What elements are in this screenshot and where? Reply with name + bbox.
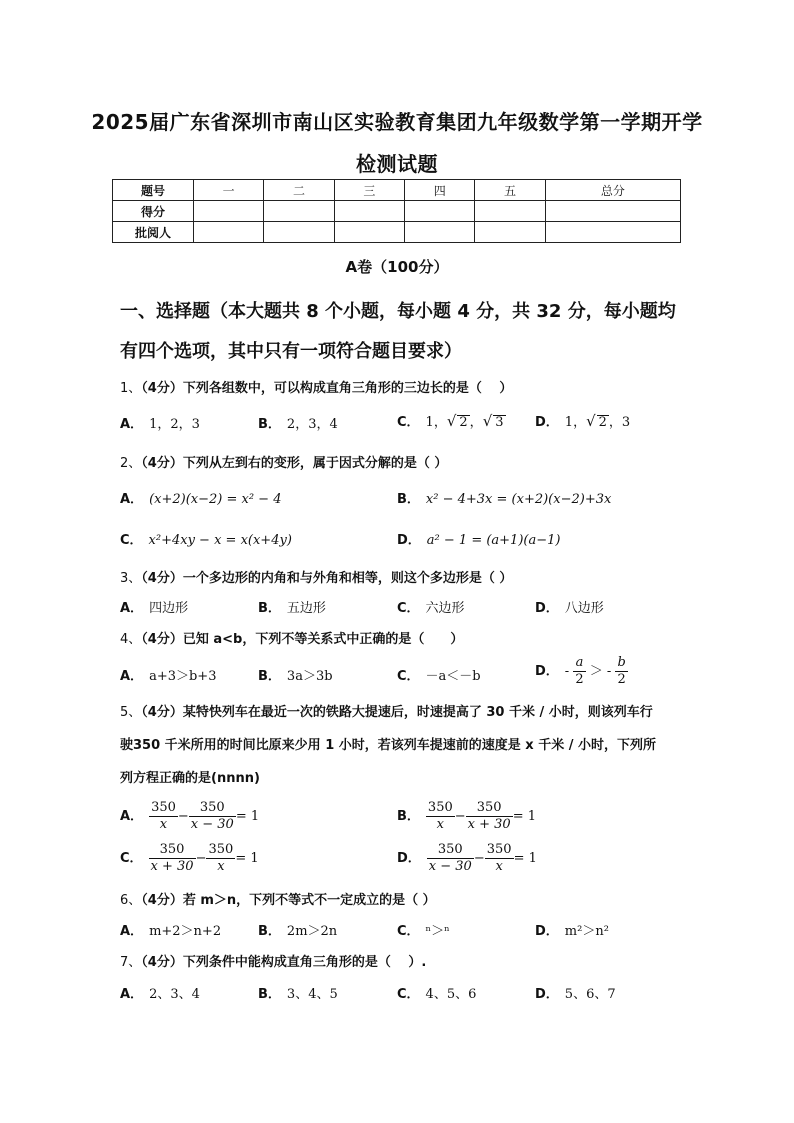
option-label: C．: [397, 669, 420, 684]
q6-option-b[interactable]: [258, 920, 337, 939]
score-table-header-cell: 二: [264, 180, 334, 201]
q1-option-d[interactable]: [535, 411, 630, 430]
option-text: 2、3、4: [149, 987, 200, 1002]
option-text: 5、6、7: [564, 987, 616, 1002]
option-label: A．: [120, 417, 144, 432]
option-text: 1，: [564, 415, 587, 430]
question-number: 3、: [120, 571, 142, 586]
fraction: [189, 800, 236, 833]
score-table-row-label: 得分: [113, 201, 194, 222]
score-cell[interactable]: [545, 222, 680, 243]
equals-one: = 1: [513, 851, 537, 866]
q3-option-b[interactable]: [258, 597, 326, 616]
q3-option-c[interactable]: [397, 597, 465, 616]
option-label: D．: [535, 924, 559, 939]
question-text: （4分）下列从左到右的变形，属于因式分解的是（ ）: [141, 456, 448, 471]
fraction: [427, 842, 474, 875]
q4-option-d[interactable]: [535, 655, 628, 688]
q6-option-c[interactable]: [397, 920, 450, 939]
q3-option-a[interactable]: [120, 597, 188, 616]
score-cell[interactable]: [264, 201, 334, 222]
option-text: 2，3，4: [286, 417, 338, 432]
score-cell[interactable]: [405, 222, 475, 243]
question-6: [120, 889, 436, 908]
radicand: 2: [459, 415, 468, 430]
score-cell[interactable]: [194, 201, 264, 222]
denominator: x: [436, 817, 444, 832]
question-7: [120, 951, 426, 970]
option-text: 五边形: [286, 601, 326, 616]
radicand: 3: [495, 415, 504, 430]
option-text: ⁿ＞ⁿ: [425, 924, 450, 939]
option-text: 1，: [425, 415, 447, 430]
q4-option-a[interactable]: [120, 665, 216, 684]
score-cell[interactable]: [264, 222, 334, 243]
option-formula: (x+2)(x−2) = x² − 4: [149, 492, 282, 507]
q4-option-c[interactable]: [397, 665, 481, 684]
fraction: [466, 800, 513, 833]
q7-option-d[interactable]: [535, 983, 616, 1002]
q7-option-b[interactable]: [258, 983, 338, 1002]
q2-option-d[interactable]: [397, 529, 560, 548]
denominator: x − 30: [190, 817, 234, 832]
option-text: ，: [469, 415, 483, 430]
score-table-header-cell: 总分: [545, 180, 680, 201]
score-table-header-cell: 五: [475, 180, 545, 201]
fraction: [426, 800, 455, 833]
sqrt-icon: √: [446, 412, 457, 430]
question-1: [120, 377, 512, 396]
denominator: x − 30: [428, 859, 472, 874]
question-number: 4、: [120, 632, 142, 647]
denominator: 2: [617, 672, 626, 687]
option-label: A．: [120, 601, 144, 616]
score-table-row: [113, 201, 681, 222]
q5-option-d[interactable]: [397, 842, 537, 875]
option-label: B．: [258, 417, 281, 432]
numerator: 350: [189, 800, 236, 817]
section-heading-line2: 有四个选项，其中只有一项符合题目要求）: [120, 341, 462, 362]
option-text: 4、5、6: [425, 987, 477, 1002]
q2-option-c[interactable]: [120, 529, 292, 548]
option-label: B．: [397, 492, 420, 507]
question-5-line1: [120, 701, 653, 720]
score-cell[interactable]: [545, 201, 680, 222]
option-label: A．: [120, 492, 144, 507]
q1-option-c[interactable]: [397, 411, 506, 430]
equals-one: = 1: [512, 809, 536, 824]
fraction: [149, 842, 196, 875]
score-table-header-cell: 三: [334, 180, 404, 201]
option-label: A．: [120, 924, 144, 939]
minus-sign: -: [564, 664, 570, 679]
score-cell[interactable]: [334, 201, 404, 222]
q1-option-a[interactable]: [120, 413, 200, 432]
question-text: （4分）一个多边形的内角和与外角和相等，则这个多边形是（ ）: [141, 571, 513, 586]
score-cell[interactable]: [334, 222, 404, 243]
volume-heading: A卷（100分）: [345, 258, 449, 276]
numerator: 350: [149, 842, 196, 859]
option-label: D．: [535, 415, 559, 430]
numerator: 350: [427, 842, 474, 859]
option-text: 八边形: [564, 601, 604, 616]
score-table: [112, 179, 681, 243]
option-label: D．: [397, 533, 421, 548]
option-label: D．: [535, 987, 559, 1002]
score-table-header-cell: 一: [194, 180, 264, 201]
fraction: [149, 800, 178, 833]
numerator: b: [617, 655, 626, 670]
option-formula: x²+4xy − x = x(x+4y): [148, 533, 292, 548]
question-text: （4分）下列各组数中，可以构成直角三角形的三边长的是（ ）: [141, 381, 513, 396]
option-text: 1，2，3: [149, 417, 200, 432]
option-label: C．: [397, 601, 420, 616]
question-number: 5、: [120, 705, 142, 720]
option-label: C．: [120, 533, 143, 548]
option-label: C．: [397, 987, 420, 1002]
option-text: 3、4、5: [286, 987, 338, 1002]
sqrt-icon: √: [586, 412, 596, 430]
option-label: C．: [120, 851, 143, 866]
option-formula: x² − 4+3x = (x+2)(x−2)+3x: [425, 492, 612, 507]
question-number: 2、: [120, 456, 142, 471]
fraction: [615, 655, 627, 688]
option-text: 六边形: [425, 601, 465, 616]
score-cell[interactable]: [475, 201, 545, 222]
q5-option-a[interactable]: [120, 800, 259, 833]
option-formula: a² − 1 = (a+1)(a−1): [426, 533, 561, 548]
option-text: 四边形: [149, 601, 189, 616]
numerator: 350: [151, 800, 176, 815]
fraction: [206, 842, 235, 875]
q5-option-c[interactable]: [120, 842, 259, 875]
numerator: 350: [427, 800, 453, 815]
denominator: x + 30: [150, 859, 194, 874]
numerator: 350: [486, 842, 512, 857]
minus-sign: −: [473, 851, 485, 866]
question-4: [120, 628, 463, 647]
question-5-line2: 驶350 千米所用的时间比原来少用 1 小时，若该列车提速前的速度是 x 千米 / 小时，下列所: [120, 738, 656, 753]
option-text: m²＞n²: [564, 924, 609, 939]
exam-title-line2: 检测试题: [356, 152, 438, 176]
equals-one: = 1: [235, 809, 260, 824]
option-label: A．: [120, 669, 144, 684]
score-cell[interactable]: [405, 201, 475, 222]
minus-sign: −: [195, 851, 207, 866]
denominator: x: [495, 859, 503, 874]
option-label: D．: [397, 851, 421, 866]
question-number: 7、: [120, 955, 142, 970]
score-cell[interactable]: [194, 222, 264, 243]
denominator: x: [159, 817, 168, 832]
sqrt-icon: √: [482, 412, 493, 430]
option-text: m+2＞n+2: [149, 924, 222, 939]
score-table-header-row: [113, 180, 681, 201]
option-label: A．: [120, 809, 144, 824]
option-text: ＞ -: [589, 664, 612, 679]
option-text: a+3＞b+3: [149, 669, 217, 684]
q6-option-d[interactable]: [535, 920, 609, 939]
fraction: [485, 842, 514, 875]
numerator: 350: [208, 842, 234, 857]
q6-option-a[interactable]: [120, 920, 221, 939]
fraction: [573, 655, 585, 688]
option-text: ，3: [608, 415, 631, 430]
option-text: 3a＞3b: [286, 669, 333, 684]
q3-option-d[interactable]: [535, 597, 604, 616]
question-2: [120, 452, 447, 471]
score-cell[interactable]: [475, 222, 545, 243]
radicand: 2: [598, 415, 607, 430]
minus-sign: −: [177, 809, 189, 824]
question-text: （4分）下列条件中能构成直角三角形的是（ ）.: [141, 955, 427, 970]
option-label: B．: [258, 924, 281, 939]
question-3: [120, 567, 512, 586]
q1-option-b[interactable]: [258, 413, 338, 432]
numerator: 350: [466, 800, 513, 817]
option-label: B．: [397, 809, 420, 824]
question-text: （4分）某特快列车在最近一次的铁路大提速后，时速提高了 30 千米 / 小时，则该列车行: [141, 705, 653, 720]
option-label: B．: [258, 669, 281, 684]
question-number: 6、: [120, 893, 142, 908]
section-heading-line1: 一、选择题（本大题共 8 个小题，每小题 4 分，共 32 分，每小题均: [120, 301, 676, 322]
option-label: A．: [120, 987, 144, 1002]
denominator: x: [217, 859, 225, 874]
q7-option-c[interactable]: [397, 983, 476, 1002]
score-table-header-cell: 四: [405, 180, 475, 201]
q5-option-b[interactable]: [397, 800, 536, 833]
q4-option-b[interactable]: [258, 665, 333, 684]
denominator: 2: [575, 672, 584, 687]
q2-option-b[interactable]: [397, 488, 611, 507]
score-table-row-label: 批阅人: [113, 222, 194, 243]
option-label: C．: [397, 924, 420, 939]
question-number: 1、: [120, 381, 142, 396]
option-label: B．: [258, 601, 281, 616]
option-text: 2m＞2n: [286, 924, 338, 939]
question-text: （4分）已知 a<b，下列不等关系式中正确的是（ ）: [141, 632, 464, 647]
exam-title-line1: 2025届广东省深圳市南山区实验教育集团九年级数学第一学期开学: [91, 110, 703, 134]
equals-one: = 1: [235, 851, 259, 866]
option-label: C．: [397, 415, 420, 430]
option-label: D．: [535, 601, 559, 616]
option-label: B．: [258, 987, 281, 1002]
denominator: x + 30: [467, 817, 511, 832]
option-text: －a＜－b: [425, 669, 481, 684]
question-text: （4分）若 m＞n，下列不等式不一定成立的是（ ）: [141, 893, 436, 908]
numerator: a: [573, 655, 585, 672]
minus-sign: −: [454, 809, 466, 824]
option-label: D．: [535, 664, 559, 679]
score-table-header-cell: 题号: [113, 180, 194, 201]
q7-option-a[interactable]: [120, 983, 200, 1002]
q2-option-a[interactable]: [120, 488, 281, 507]
score-table-row: [113, 222, 681, 243]
question-5-line3: 列方程正确的是(nnnn): [120, 771, 260, 786]
